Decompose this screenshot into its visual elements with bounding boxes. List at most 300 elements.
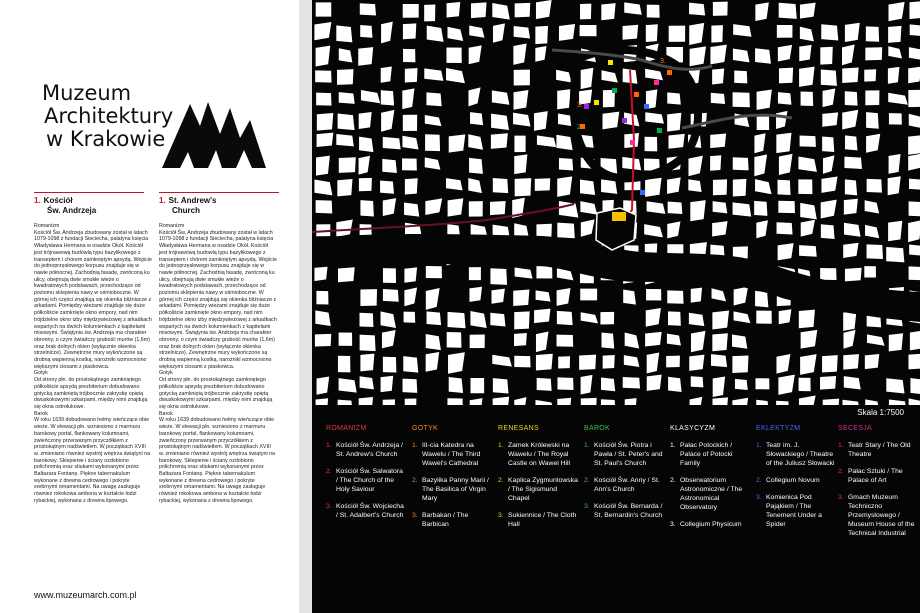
legend-heading: KLASYCYZM bbox=[670, 425, 716, 432]
city-block bbox=[888, 176, 901, 195]
city-block bbox=[493, 178, 508, 193]
city-block bbox=[821, 224, 835, 239]
city-block bbox=[537, 378, 552, 391]
website-link[interactable]: www.muzeumarch.com.pl bbox=[34, 590, 137, 600]
city-block bbox=[886, 247, 904, 262]
city-block bbox=[339, 333, 353, 346]
item-label: Gmach Muzeum Techniczno Przemysłowego / Museum House of the Technical Industrial bbox=[848, 494, 915, 537]
item-number: 2. bbox=[584, 477, 590, 484]
city-block bbox=[909, 1, 920, 19]
city-block bbox=[469, 158, 483, 174]
city-block bbox=[316, 291, 328, 305]
city-block bbox=[779, 68, 793, 84]
city-block bbox=[514, 356, 530, 368]
legend-item bbox=[412, 476, 492, 503]
city-block bbox=[776, 401, 789, 405]
city-block bbox=[404, 312, 416, 323]
city-block bbox=[646, 289, 661, 300]
city-block bbox=[908, 67, 920, 84]
city-block bbox=[360, 376, 374, 389]
item-number: 1. bbox=[756, 442, 762, 449]
legend-heading: GOTYK bbox=[412, 425, 439, 432]
item-number: 3. bbox=[326, 503, 332, 510]
city-block bbox=[514, 136, 525, 153]
city-block bbox=[405, 68, 418, 82]
item-label: Teatr Stary / The Old Theatre bbox=[848, 442, 911, 458]
city-block bbox=[381, 90, 394, 105]
city-block bbox=[425, 134, 440, 151]
city-block bbox=[403, 356, 418, 373]
city-block bbox=[712, 221, 727, 236]
city-block bbox=[580, 180, 595, 196]
city-block bbox=[732, 334, 747, 348]
city-block bbox=[712, 310, 729, 329]
item-label: Pałac Potockich / Palace of Potocki Family bbox=[680, 442, 733, 467]
city-block bbox=[360, 289, 377, 306]
item-label: Kaplica Zygmuntowska / The Sigismund Chapel bbox=[508, 477, 578, 502]
city-block bbox=[315, 70, 331, 82]
legend-item bbox=[838, 441, 918, 459]
city-block bbox=[336, 25, 352, 42]
city-block bbox=[469, 267, 481, 280]
city-block bbox=[757, 114, 769, 130]
city-block bbox=[864, 69, 876, 81]
city-block bbox=[316, 200, 333, 213]
city-block bbox=[645, 137, 658, 152]
city-block bbox=[909, 266, 920, 280]
city-block bbox=[710, 133, 726, 148]
city-block bbox=[755, 48, 771, 63]
landmark-marker bbox=[634, 92, 639, 97]
city-block bbox=[865, 90, 879, 105]
city-block bbox=[359, 178, 372, 191]
city-block bbox=[580, 25, 597, 36]
landmark-marker bbox=[657, 128, 662, 133]
city-block bbox=[757, 90, 772, 110]
city-block bbox=[316, 46, 331, 67]
city-block bbox=[711, 354, 727, 367]
city-block bbox=[359, 397, 373, 405]
legend-item bbox=[584, 476, 664, 494]
city-block bbox=[380, 181, 394, 194]
city-block bbox=[405, 399, 417, 405]
legend-item bbox=[498, 476, 578, 503]
legend-item bbox=[670, 441, 750, 468]
english-description bbox=[159, 223, 277, 505]
city-block bbox=[557, 176, 572, 196]
item-label: Kościół Św. Piotra i Pawła / St. Peter's and St. Paul's Church bbox=[594, 442, 663, 467]
landmark-marker bbox=[667, 70, 672, 75]
city-block bbox=[889, 333, 903, 351]
city-block bbox=[778, 92, 792, 105]
legend-item bbox=[498, 511, 578, 529]
city-block bbox=[337, 179, 352, 196]
city-block bbox=[383, 137, 401, 150]
city-block bbox=[490, 313, 505, 327]
item-number: 3. bbox=[756, 494, 762, 501]
item-label: Kościół Św. Wojciecha / St. Adalbert's Church bbox=[336, 503, 404, 519]
city-block bbox=[360, 335, 376, 352]
city-block bbox=[427, 26, 444, 42]
city-block bbox=[447, 332, 462, 348]
item-number: 2. bbox=[670, 477, 676, 484]
city-block bbox=[534, 309, 550, 323]
city-block bbox=[866, 26, 879, 41]
city-block bbox=[733, 92, 750, 107]
legend-item bbox=[498, 441, 578, 468]
city-block bbox=[514, 311, 529, 329]
city-block bbox=[778, 243, 794, 260]
museum-logo-icon bbox=[160, 98, 268, 168]
city-block bbox=[864, 266, 876, 277]
city-block bbox=[602, 332, 615, 348]
city-block bbox=[822, 136, 834, 152]
legend-item bbox=[756, 476, 836, 485]
city-block bbox=[845, 179, 857, 195]
city-block bbox=[383, 399, 395, 405]
city-block bbox=[403, 115, 417, 131]
item-number: 1. bbox=[584, 442, 590, 449]
city-block bbox=[602, 112, 619, 130]
city-block bbox=[713, 179, 727, 195]
legend-item bbox=[670, 520, 750, 529]
city-block bbox=[535, 26, 548, 44]
city-block bbox=[667, 92, 681, 104]
city-block bbox=[601, 399, 616, 405]
city-block bbox=[755, 291, 768, 308]
paragraph: Kościół Św. Andrzeja zbudowany został w latach 1079-1098 z fundacji Sieciecha, palatyna księcia Władysława Hermana w osadzie Okół. Kościół jest trójnawową budowlą typu bazylikowego z transeptem i chórem zamkniętym apsydą. Wejście do jednoprzęsłowego korpusu znajduje się w nawie północnej. Zachodnią fasadę, zwróconą ku ulicy, obejmują dwie smukłe wieże o kwadratowych podstawach, przechodzące od poziomu sklepienia nawy w ośmioboczne. W górnej ich części znajdują się okienka bliźniacze z arkadami. Pomiędzy wieżami znajduje się duże półkoliście zamknięte okno empory, nad nim trójdzielne okno izby międzywieżowej z arkadkach wspartych na dwóch kolumienkach z kapitelami misowymi. Świątynia św. Andrzeja ma charakter obronny, o czym świadczy grubość murów (1,6m) oraz brak dolnych okien (wyłącznie okienka strzelnicze). Zewnętrzne mury wykończone są drobną wapienną kostką, narożniki wzmocniono większymi ciosami z piaskowca. bbox=[34, 229, 152, 370]
title-line-1: Muzeum bbox=[42, 81, 132, 105]
city-block bbox=[800, 203, 817, 220]
item-number: 1. bbox=[838, 442, 844, 449]
landmark-marker bbox=[612, 88, 617, 93]
city-block bbox=[403, 49, 415, 62]
heading-rule bbox=[159, 192, 279, 193]
city-block bbox=[470, 378, 484, 393]
right-page bbox=[312, 0, 920, 613]
page-spine bbox=[299, 0, 312, 613]
city-block bbox=[799, 245, 817, 257]
landmark-marker bbox=[622, 118, 627, 123]
city-block bbox=[559, 24, 575, 41]
paragraph: Od strony płn. do prostokątnego zamkniętego półkoliście apsydą prezbiterium dobudowano gotycką zamkniętą trójbocznie zakrystię opiętą dwuskokowymi szkarpami, między nimi znajdują się okna ostrołukowe. bbox=[159, 377, 273, 410]
city-block bbox=[910, 330, 920, 350]
legend-heading: SECESJA bbox=[838, 425, 872, 432]
item-number: 3. bbox=[412, 512, 418, 519]
legend-barok bbox=[584, 425, 664, 528]
item-label: Zamek Królewski na Wawelu / The Royal Castle on Wawel Hill bbox=[508, 442, 571, 467]
item-label: Bazylika Panny Marii / The Basilica of Virgin Mary bbox=[422, 477, 489, 502]
city-block bbox=[315, 334, 331, 347]
svg-text:3.: 3. bbox=[660, 58, 666, 65]
city-block bbox=[490, 268, 507, 285]
city-block bbox=[339, 92, 355, 104]
city-block bbox=[514, 154, 527, 174]
paragraph: W roku 1639 dobudowano hełmy wieńczące obie wieże. W elewacji płn. wzniesiono z marmuru barokowy portal, flankowany kolumnami, zwieńczony przerwanym przyczółkiem z prostokątnym nadświetlem. W początkach XVIII w. zmieniano również wystrój wnętrza świątyni na barokowy. Sklepienie i ściany ozdobiono polichromią oraz stiukami wykonanymi przez Baltazara Fontanę. Piękne tabernakulum wykonane z drewna cedrowego i pokryte srebrnymi ornamentami. Na uwagę zasługuje również rokokowa ambona w kształcie łodzi rybackiej, wykonana z drewna lipowego. bbox=[159, 417, 275, 504]
city-block bbox=[778, 180, 791, 195]
item-label: Teatr im. J. Słowackiego / Theatre of the Juliusz Słowacki bbox=[766, 442, 835, 467]
city-block bbox=[801, 92, 814, 106]
city-block bbox=[603, 355, 615, 369]
legend-klasycyzm bbox=[670, 425, 750, 537]
city-block bbox=[843, 354, 859, 369]
city-block bbox=[799, 67, 815, 87]
legend-item bbox=[412, 441, 492, 468]
city-block bbox=[777, 222, 793, 234]
paragraph: W roku 1639 dobudowano hełmy wieńczące obie wieże. W elewacji płn. wzniesiono z marmuru barokowy portal, flankowany kolumnami, zwieńczony przerwanym przyczółkiem z prostokątnym nadświetlem. W początkach XVIII w. zmieniano również wystrój wnętrza świątyni na barokowy. Sklepienie i ściany ozdobiono polichromią oraz stiukami wykonanymi przez Baltazara Fontanę. Piękne tabernakulum wykonane z drewna cedrowego i pokryte srebrnymi ornamentami. Na uwagę zasługuje również rokokowa ambona w kształcie łodzi rybackiej, wykonana z drewna lipowego. bbox=[34, 417, 150, 504]
city-block bbox=[712, 397, 728, 405]
city-block bbox=[556, 135, 572, 150]
heading-title-2: Św. Andrzeja bbox=[47, 206, 97, 215]
city-block bbox=[889, 113, 902, 125]
city-block bbox=[821, 24, 838, 40]
item-number: 3. bbox=[670, 521, 676, 528]
city-block bbox=[404, 267, 417, 282]
paragraph: Kościół Św. Andrzeja zbudowany został w latach 1079-1098 z fundacji Sieciecha, palatyna księcia Władysława Hermana w osadzie Okół. Kościół jest trójnawową budowlą typu bazylikowego z transeptem i chórem zamkniętym apsydą. Wejście do jednoprzęsłowego korpusu znajduje się w nawie północnej. Zachodnią fasadę, zwróconą ku ulicy, obejmują dwie smukłe wieże o kwadratowych podstawach, przechodzące od poziomu sklepienia nawy w ośmioboczne. W górnej ich części znajdują się okienka bliźniacze z arkadami. Pomiędzy wieżami znajduje się duże półkoliście zamknięte okno empory, nad nim trójdzielne okno izby międzywieżowej z arkadkach wspartych na dwóch kolumienkach z kapitelami misowymi. Świątynia św. Andrzeja ma charakter obronny, o czym świadczy grubość murów (1,6m) oraz brak dolnych okien (wyłącznie okienka strzelnicze). Zewnętrzne mury wykończone są drobną wapienną kostką, narożniki wzmocniono większymi ciosami z piaskowca. bbox=[159, 229, 277, 370]
city-block bbox=[427, 311, 442, 325]
item-number: 1. bbox=[670, 442, 676, 449]
city-block bbox=[581, 398, 597, 405]
city-block bbox=[800, 136, 816, 147]
svg-text:3.: 3. bbox=[577, 102, 583, 109]
city-block bbox=[316, 93, 331, 106]
city-block bbox=[668, 134, 684, 149]
legend-secesja bbox=[838, 425, 918, 546]
city-block bbox=[403, 379, 418, 393]
landmark-marker bbox=[608, 60, 613, 65]
city-block bbox=[359, 313, 373, 327]
city-block bbox=[339, 157, 356, 173]
city-block bbox=[908, 354, 920, 370]
item-label: Collegium Physicum bbox=[680, 521, 742, 528]
item-label: Pałac Sztuki / The Palace of Art bbox=[848, 468, 903, 484]
city-block bbox=[668, 202, 683, 214]
city-block bbox=[647, 375, 662, 391]
city-block bbox=[712, 333, 727, 351]
city-block bbox=[405, 178, 418, 194]
city-block bbox=[908, 90, 920, 107]
city-block bbox=[645, 332, 662, 347]
legend-item bbox=[326, 502, 406, 520]
city-block bbox=[491, 114, 509, 130]
paragraph: Romanizm bbox=[159, 223, 185, 229]
city-block bbox=[515, 3, 531, 18]
city-block bbox=[447, 2, 461, 18]
item-label: Sukiennice / The Cloth Hall bbox=[508, 512, 577, 528]
landmark-marker bbox=[640, 190, 645, 195]
city-block bbox=[820, 376, 836, 390]
city-block bbox=[557, 335, 574, 347]
city-block bbox=[446, 47, 461, 63]
city-block bbox=[471, 2, 487, 18]
city-block bbox=[691, 376, 704, 387]
city-block bbox=[381, 66, 392, 82]
item-label: Obserwatorium Astronomiczne / The Astronomical Observatory bbox=[680, 477, 743, 511]
legend-romanizm bbox=[326, 425, 406, 528]
city-block bbox=[580, 289, 597, 301]
city-block bbox=[514, 26, 530, 38]
city-block bbox=[359, 137, 373, 152]
city-block bbox=[316, 156, 330, 176]
item-label: Kościół Św. Andrzeja / St. Andrew's Church bbox=[336, 442, 403, 458]
city-block bbox=[623, 290, 636, 305]
heading-title-1: Kościół bbox=[43, 196, 73, 205]
city-block bbox=[535, 178, 550, 191]
item-number: 2. bbox=[498, 477, 504, 484]
legend-item bbox=[326, 467, 406, 494]
heading-title-2: Church bbox=[172, 206, 200, 215]
map-scale: Skala 1:7500 bbox=[857, 408, 904, 417]
city-block bbox=[557, 377, 573, 390]
city-block bbox=[733, 202, 752, 216]
city-block bbox=[402, 158, 417, 170]
city-block bbox=[470, 335, 485, 349]
city-block bbox=[867, 179, 882, 193]
city-block bbox=[844, 157, 862, 169]
city-block bbox=[646, 24, 658, 42]
legend-item bbox=[584, 502, 664, 520]
city-block bbox=[844, 376, 861, 389]
city-block bbox=[865, 47, 882, 60]
paragraph: Romanizm bbox=[34, 223, 60, 229]
city-block bbox=[557, 89, 570, 109]
title-line-2: Architektury bbox=[44, 104, 174, 128]
item-number: 2. bbox=[838, 468, 844, 475]
city-block bbox=[668, 377, 682, 392]
city-block bbox=[448, 198, 464, 216]
city-block bbox=[689, 3, 705, 16]
city-block bbox=[601, 3, 615, 20]
item-number: 3. bbox=[838, 494, 844, 501]
city-block bbox=[316, 2, 332, 16]
city-block bbox=[910, 378, 920, 394]
map-legend bbox=[312, 425, 920, 613]
city-block bbox=[646, 308, 661, 327]
city-block bbox=[514, 333, 527, 346]
city-block bbox=[908, 135, 920, 155]
item-number: 2. bbox=[412, 477, 418, 484]
item-number: 1. bbox=[412, 442, 418, 449]
legend-item bbox=[412, 511, 492, 529]
city-block bbox=[601, 179, 617, 194]
city-block bbox=[820, 268, 836, 280]
city-block bbox=[710, 155, 721, 170]
city-block bbox=[800, 3, 816, 19]
legend-item bbox=[326, 441, 406, 459]
heading-title-1: St. Andrew's bbox=[168, 196, 217, 205]
city-block bbox=[756, 311, 771, 324]
city-block bbox=[822, 355, 838, 372]
city-block bbox=[888, 26, 901, 43]
city-block bbox=[358, 47, 373, 66]
city-block bbox=[690, 46, 706, 66]
city-block bbox=[360, 3, 376, 15]
legend-item bbox=[838, 493, 918, 538]
item-label: Komienica Pod Pająkiem / The Tenement Under a Spider bbox=[766, 494, 822, 528]
city-block bbox=[689, 355, 704, 371]
polish-description bbox=[34, 223, 152, 505]
city-block bbox=[821, 69, 837, 85]
city-block bbox=[865, 354, 879, 369]
item-label: Kościół Św. Salwatora / The Church of the Holy Saviour bbox=[336, 468, 403, 493]
city-block bbox=[712, 68, 724, 84]
city-block bbox=[579, 355, 596, 370]
city-block bbox=[845, 91, 858, 105]
city-map bbox=[312, 0, 920, 405]
city-block bbox=[667, 113, 681, 132]
item-number: 1. bbox=[326, 442, 332, 449]
city-block bbox=[842, 67, 858, 83]
landmark-marker bbox=[584, 104, 589, 109]
city-block bbox=[580, 4, 591, 20]
legend-item bbox=[670, 476, 750, 512]
heading-number: 1. bbox=[159, 196, 166, 205]
city-block bbox=[647, 5, 660, 18]
legend-eklektyzm bbox=[756, 425, 836, 537]
item-label: III-cia Katedra na Wawelu / The Third Wawel's Cathedral bbox=[422, 442, 481, 467]
item-label: Kościół Św. Anny / St. Ann's Church bbox=[594, 477, 660, 493]
legend-renesans bbox=[498, 425, 578, 537]
heading-number: 1. bbox=[34, 196, 41, 205]
title-line-3: w Krakowie bbox=[46, 127, 166, 151]
city-block bbox=[669, 26, 685, 42]
city-block bbox=[799, 310, 815, 329]
city-block bbox=[559, 158, 573, 171]
heading-rule bbox=[34, 192, 144, 193]
city-block bbox=[799, 45, 811, 61]
city-block bbox=[668, 311, 681, 325]
city-block bbox=[734, 71, 747, 84]
city-block bbox=[403, 4, 419, 18]
city-block bbox=[667, 290, 683, 303]
item-label: Kościół Św. Bernarda / St. Bernardin's Church bbox=[594, 503, 663, 519]
city-block bbox=[338, 267, 355, 282]
city-block bbox=[534, 111, 548, 131]
city-block bbox=[710, 45, 726, 65]
city-block bbox=[820, 47, 832, 65]
city-block bbox=[776, 133, 791, 153]
legend-heading: BAROK bbox=[584, 425, 611, 432]
legend-item bbox=[584, 441, 664, 468]
city-block bbox=[469, 201, 483, 216]
city-block bbox=[336, 134, 354, 146]
city-block bbox=[317, 113, 333, 131]
city-block bbox=[756, 378, 770, 389]
item-number: 2. bbox=[756, 477, 762, 484]
landmark-marker bbox=[630, 140, 635, 145]
city-block bbox=[689, 313, 705, 326]
city-block bbox=[382, 159, 397, 173]
city-block bbox=[799, 378, 811, 392]
city-block bbox=[688, 179, 701, 192]
city-block bbox=[491, 133, 508, 149]
city-block bbox=[557, 223, 575, 239]
english-heading bbox=[159, 196, 279, 216]
polish-heading bbox=[34, 196, 144, 216]
city-block bbox=[909, 245, 920, 257]
paragraph: Gotyk bbox=[34, 370, 48, 377]
city-block bbox=[470, 112, 483, 125]
city-block bbox=[845, 135, 858, 150]
legend-heading: EKLEKTYZM bbox=[756, 425, 801, 432]
item-number: 2. bbox=[326, 468, 332, 475]
city-block bbox=[910, 24, 920, 36]
city-block bbox=[514, 70, 530, 86]
city-block bbox=[558, 356, 570, 368]
item-label: Barbakan / The Barbican bbox=[422, 512, 469, 528]
city-block bbox=[381, 376, 394, 392]
city-block bbox=[645, 178, 661, 197]
